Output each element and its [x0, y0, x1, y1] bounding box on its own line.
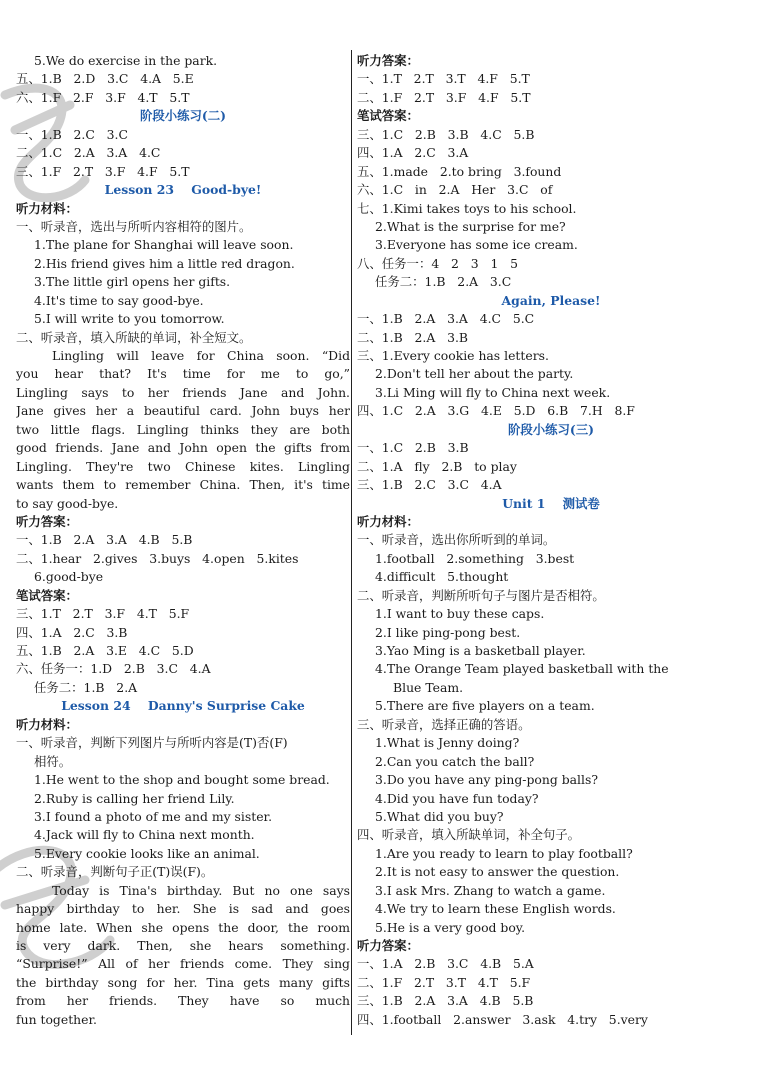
text-line: 五、1.B 2.A 3.E 4.C 5.D — [16, 643, 194, 658]
text-line: 3.I found a photo of me and my sister. — [34, 808, 273, 824]
text-line: 1.He went to the shop and bought some bread. — [34, 772, 330, 788]
text-line: 二、1.F 2.T 3.F 4.F 5.T — [357, 89, 531, 105]
text-line: 4.difficult 5.thought — [375, 569, 509, 585]
text-line: from her friends. They have so much — [16, 993, 350, 1009]
text-line: 5.He is a very good boy. — [375, 919, 526, 935]
section-heading: 阶段小练习(三) — [507, 421, 595, 437]
text-line: you hear that? It's time for me to go,” — [16, 366, 350, 382]
text-line: 4.We try to learn these English words. — [375, 901, 616, 917]
text-line: Lingling. They're two Chinese kites. Lingling — [16, 458, 350, 474]
text-line: two little flags. Lingling thinks they are both — [16, 421, 350, 437]
left-column — [16, 52, 350, 1029]
text-line: 六、1.F 2.F 3.F 4.T 5.T — [16, 89, 190, 105]
text-line: is very dark. Then, she hears something. — [16, 938, 350, 953]
text-line: 三、1.B 2.A 3.A 4.B 5.B — [357, 993, 534, 1009]
text-line: 2.Can you catch the ball? — [375, 753, 535, 769]
text-line: 八、任务一：4 2 3 1 5 — [357, 255, 519, 271]
text-line: 二、听录音，填入所缺的单词，补全短文。 — [16, 329, 252, 345]
text-line: 二、1.F 2.T 3.T 4.T 5.F — [357, 974, 531, 990]
text-line: 三、1.B 2.C 3.C 4.A — [357, 477, 502, 493]
subsection-label: 笔试答案： — [357, 108, 419, 124]
section-heading: Lesson 24 Danny's Surprise Cake — [61, 698, 305, 714]
text-line: 2.I like ping-pong best. — [375, 624, 521, 640]
text-line: 二、1.B 2.A 3.B — [357, 329, 469, 345]
text-line: 5.We do exercise in the park. — [34, 53, 218, 68]
text-line: 一、1.A 2.B 3.C 4.B 5.A — [357, 956, 534, 972]
text-line: 1.The plane for Shanghai will leave soon. — [34, 237, 294, 253]
text-line: 三、1.C 2.B 3.B 4.C 5.B — [357, 126, 535, 142]
text-line: good friends. Jane and John open the gifts from — [16, 440, 350, 456]
text-line: 5.I will write to you tomorrow. — [34, 311, 225, 327]
text-line: 3.Yao Ming is a basketball player. — [375, 643, 586, 658]
text-line: wants them to remember China. Then, it's time — [16, 477, 350, 493]
text-line: to say good-bye. — [16, 495, 119, 511]
text-line: 3.I ask Mrs. Zhang to watch a game. — [375, 882, 606, 898]
text-line: 四、1.C 2.A 3.G 4.E 5.D 6.B 7.H 8.F — [357, 403, 635, 419]
text-line: 1.What is Jenny doing? — [375, 735, 520, 751]
subsection-label: 笔试答案： — [16, 587, 78, 603]
text-line: 五、1.made 2.to bring 3.found — [357, 163, 562, 179]
text-line: Lingling says to her friends Jane and John. — [16, 384, 350, 400]
text-line: 四、1.A 2.C 3.B — [16, 624, 128, 640]
text-line: home late. When she opens the door, the room — [16, 919, 350, 935]
subsection-label: 听力材料： — [357, 513, 419, 529]
text-line: 4.The Orange Team played basketball with the — [375, 661, 669, 677]
text-line: 2.Ruby is calling her friend Lily. — [34, 790, 235, 806]
text-line: 二、听录音，判断所听句子与图片是否相符。 — [357, 587, 605, 603]
text-line: 4.Did you have fun today? — [375, 790, 539, 806]
text-line: 二、1.A fly 2.B to play — [357, 458, 517, 474]
text-line: 相符。 — [34, 753, 72, 769]
text-line: 三、听录音，选择正确的答语。 — [357, 716, 531, 732]
text-line: 4.It's time to say good-bye. — [34, 292, 204, 308]
text-line: 一、听录音，判断下列图片与所听内容是(T)否(F) — [16, 735, 288, 751]
text-line: 三、1.F 2.T 3.F 4.F 5.T — [16, 163, 190, 179]
text-line: “Surprise!” All of her friends come. They sing — [16, 956, 350, 972]
text-line: 任务二：1.B 2.A — [34, 679, 138, 695]
column-divider — [351, 50, 352, 1035]
text-line: 七、1.Kimi takes toys to his school. — [357, 200, 577, 216]
text-line: 4.Jack will fly to China next month. — [34, 827, 255, 843]
text-line: 一、1.C 2.B 3.B — [357, 440, 469, 456]
text-line: 一、1.B 2.A 3.A 4.C 5.C — [357, 311, 535, 327]
section-heading: Lesson 23 Good-bye! — [104, 182, 262, 198]
text-line: 1.Are you ready to learn to play football? — [375, 845, 633, 861]
text-line: 四、1.football 2.answer 3.ask 4.try 5.very — [357, 1011, 648, 1027]
text-line: 六、1.C in 2.A Her 3.C of — [357, 182, 553, 198]
text-line: 3.Li Ming will fly to China next week. — [375, 384, 611, 400]
right-column — [357, 52, 745, 1029]
subsection-label: 听力材料： — [16, 200, 78, 216]
text-line: 一、1.B 2.C 3.C — [16, 126, 128, 142]
text-line: 3.The little girl opens her gifts. — [34, 274, 231, 290]
text-line: 二、1.hear 2.gives 3.buys 4.open 5.kites — [16, 550, 299, 566]
text-line: 5.Every cookie looks like an animal. — [34, 845, 260, 861]
text-line: 1.football 2.something 3.best — [375, 550, 575, 566]
text-line: 2.What is the surprise for me? — [375, 218, 566, 234]
text-line: 四、听录音，填入所缺单词，补全句子。 — [357, 827, 581, 843]
text-line: 1.I want to buy these caps. — [375, 606, 545, 622]
text-line: fun together. — [16, 1011, 97, 1027]
text-line: the birthday song for her. Tina gets many gifts — [16, 974, 350, 990]
text-line: Lingling will leave for China soon. “Did — [52, 348, 350, 363]
text-line: 六、任务一：1.D 2.B 3.C 4.A — [16, 661, 211, 677]
text-line: Blue Team. — [393, 679, 464, 695]
text-line: 6.good-bye — [34, 569, 104, 585]
text-line: 五、1.B 2.D 3.C 4.A 5.E — [16, 71, 194, 87]
text-line: 5.What did you buy? — [375, 808, 504, 824]
subsection-label: 听力答案： — [357, 938, 419, 953]
text-line: Jane gives her a beautiful card. John buys her — [16, 403, 350, 419]
text-line: 2.His friend gives him a little red dragon. — [34, 255, 295, 271]
text-line: 3.Do you have any ping-pong balls? — [375, 772, 598, 788]
text-line: 一、听录音，选出你所听到的单词。 — [357, 532, 556, 548]
subsection-label: 听力材料： — [16, 716, 78, 732]
text-line: happy birthday to her. She is sad and goes — [16, 901, 350, 917]
subsection-label: 听力答案： — [16, 513, 78, 529]
text-line: 二、听录音，判断句子正(T)误(F)。 — [16, 864, 214, 880]
text-line: 任务二：1.B 2.A 3.C — [375, 274, 512, 290]
text-line: 3.Everyone has some ice cream. — [375, 237, 578, 253]
text-line: 一、1.T 2.T 3.T 4.F 5.T — [357, 71, 530, 87]
text-line: Today is Tina's birthday. But no one says — [52, 882, 350, 898]
section-heading: Unit 1 测试卷 — [502, 495, 600, 511]
text-line: 2.Don't tell her about the party. — [375, 366, 574, 382]
section-heading: Again, Please! — [501, 292, 601, 308]
text-line: 二、1.C 2.A 3.A 4.C — [16, 145, 161, 161]
text-line: 5.There are five players on a team. — [375, 698, 595, 714]
text-line: 四、1.A 2.C 3.A — [357, 145, 469, 161]
text-line: 一、听录音，选出与所听内容相符的图片。 — [16, 218, 252, 234]
section-heading: 阶段小练习(二) — [139, 108, 227, 124]
text-line: 三、1.T 2.T 3.F 4.T 5.F — [16, 606, 190, 622]
subsection-label: 听力答案： — [357, 53, 419, 68]
text-line: 2.It is not easy to answer the question. — [375, 864, 620, 880]
text-line: 三、1.Every cookie has letters. — [357, 348, 549, 363]
text-line: 一、1.B 2.A 3.A 4.B 5.B — [16, 532, 193, 548]
